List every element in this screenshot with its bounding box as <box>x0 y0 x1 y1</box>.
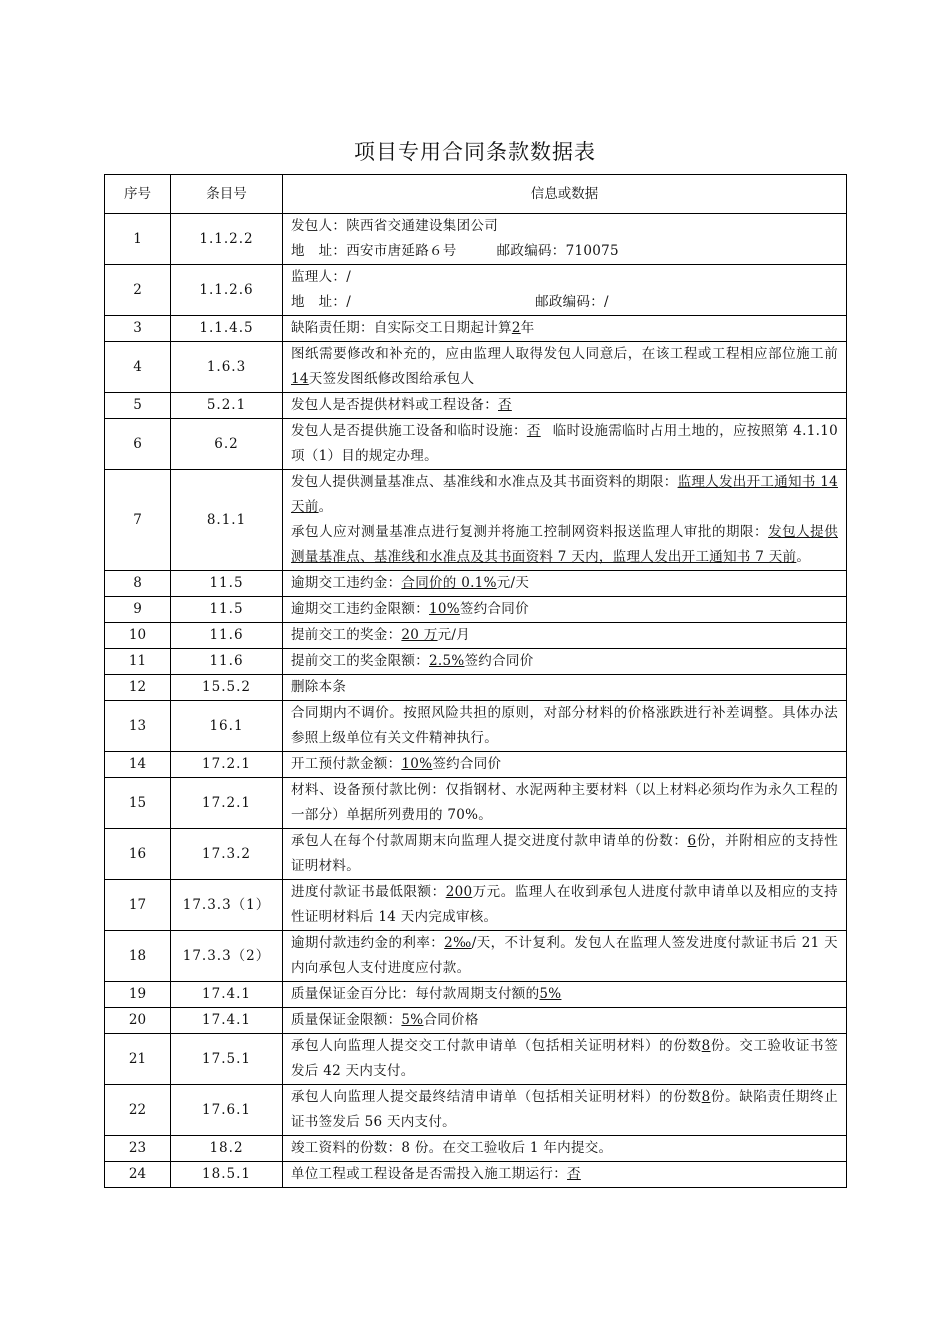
table-row <box>105 623 847 649</box>
row-info <box>283 752 847 778</box>
info-value: 10% <box>401 756 433 772</box>
row-no: 13 <box>105 701 171 752</box>
info-text: 承包人应对测量基准点进行复测并将施工控制网资料报送监理人审批的期限： <box>291 524 769 540</box>
row-info: 发包人提供测量基准点、基准线和水准点及其书面资料的期限：监理人发出开工通知书 14 天前。 承包人应对测量基准点进行复测并将施工控制网资料报送监理人审批的期限：发包人提供测量基准点、基准线和水准点及其书面资料 7 天内，监理人发出开工通知书 7 天前。 <box>283 470 847 571</box>
row-no: 19 <box>105 982 171 1008</box>
info-text: 逾期交工违约金： <box>291 575 402 591</box>
row-info <box>283 1085 847 1136</box>
table-row <box>105 675 847 701</box>
table-row <box>105 1034 847 1085</box>
table-row <box>105 829 847 880</box>
info-text: 承包人向监理人提交最终结清申请单（包括相关证明材料）的份数 <box>291 1089 702 1105</box>
header-info: 信息或数据 <box>283 175 847 214</box>
row-info <box>283 701 847 752</box>
table-row <box>105 1162 847 1188</box>
info-text: 发包人提供测量基准点、基准线和水准点及其书面资料的期限： <box>291 474 678 490</box>
info-text: 承包人向监理人提交交工付款申请单（包括相关证明材料）的份数 <box>291 1038 702 1054</box>
table-row <box>105 1136 847 1162</box>
row-clause: 1.1.2.6 <box>171 265 283 316</box>
info-text-after: /天，不计复利。发包人在监理人签发进度付款证书后 21 天内向承包人支付进度应付款。 <box>291 935 838 976</box>
info-text-after: 临时设施需临时占用土地的，应按照第 4.1.10 项（1）目的规定办理。 <box>291 423 838 464</box>
row-clause: 5.2.1 <box>171 393 283 419</box>
employer-name: 发包人：陕西省交通建设集团公司 <box>291 218 498 234</box>
row-info <box>283 649 847 675</box>
employer-postcode: 邮政编码：710075 <box>496 243 619 259</box>
info-value: 否 <box>567 1166 581 1182</box>
info-value: 发包人提供测量基准点、基准线和水准点及其书面资料 7 天内，监理人发出开工通知书 7 天前 <box>291 524 839 565</box>
table-row <box>105 571 847 597</box>
info-text-after: 签约合同价 <box>432 756 502 772</box>
row-clause: 11.5 <box>171 571 283 597</box>
row-no: 2 <box>105 265 171 316</box>
row-no: 10 <box>105 623 171 649</box>
info-text: 逾期付款违约金的利率： <box>291 935 445 951</box>
row-info <box>283 1162 847 1188</box>
row-info <box>283 829 847 880</box>
table-row <box>105 214 847 265</box>
row-info <box>283 1008 847 1034</box>
table-row <box>105 419 847 470</box>
row-info <box>283 393 847 419</box>
row-clause: 8.1.1 <box>171 470 283 571</box>
table-row <box>105 778 847 829</box>
supervisor-name: 监理人：/ <box>291 269 352 285</box>
row-no: 14 <box>105 752 171 778</box>
row-no: 6 <box>105 419 171 470</box>
info-text: 提前交工的奖金： <box>291 627 402 643</box>
row-no: 5 <box>105 393 171 419</box>
row-clause: 17.4.1 <box>171 1008 283 1034</box>
row-no: 3 <box>105 316 171 342</box>
info-value: 8 <box>701 1089 711 1105</box>
row-clause: 1.1.4.5 <box>171 316 283 342</box>
row-clause: 6.2 <box>171 419 283 470</box>
supervisor-address: 地 址：/ <box>291 294 352 310</box>
row-no: 21 <box>105 1034 171 1085</box>
row-clause: 18.2 <box>171 1136 283 1162</box>
row-no: 1 <box>105 214 171 265</box>
row-no: 17 <box>105 880 171 931</box>
row-clause: 11.5 <box>171 597 283 623</box>
row-info <box>283 1136 847 1162</box>
info-text-after: 合同价格 <box>423 1012 479 1028</box>
info-value: 2 <box>511 320 521 336</box>
row-clause: 1.6.3 <box>171 342 283 393</box>
table-row <box>105 393 847 419</box>
row-no: 22 <box>105 1085 171 1136</box>
row-clause: 15.5.2 <box>171 675 283 701</box>
row-no: 11 <box>105 649 171 675</box>
info-value: 否 <box>498 397 512 413</box>
table-row <box>105 931 847 982</box>
row-no: 16 <box>105 829 171 880</box>
info-value: 合同价的 0.1% <box>401 575 497 591</box>
info-value: 200 <box>445 884 473 900</box>
row-clause: 1.1.2.2 <box>171 214 283 265</box>
row-no: 24 <box>105 1162 171 1188</box>
row-clause: 17.5.1 <box>171 1034 283 1085</box>
header-clause: 条目号 <box>171 175 283 214</box>
table-row <box>105 1008 847 1034</box>
row-no: 15 <box>105 778 171 829</box>
row-info <box>283 597 847 623</box>
row-clause: 17.4.1 <box>171 982 283 1008</box>
table-row <box>105 316 847 342</box>
employer-address: 地 址：西安市唐延路６号 <box>291 243 457 259</box>
row-info <box>283 342 847 393</box>
row-info <box>283 419 847 470</box>
row-clause: 17.2.1 <box>171 752 283 778</box>
info-text: 发包人是否提供材料或工程设备： <box>291 397 498 413</box>
info-text: 质量保证金限额： <box>291 1012 402 1028</box>
table-row <box>105 342 847 393</box>
info-text: 承包人在每个付款周期末向监理人提交进度付款申请单的份数： <box>291 833 688 849</box>
info-text-after: 年 <box>520 320 535 336</box>
row-clause: 18.5.1 <box>171 1162 283 1188</box>
row-no: 4 <box>105 342 171 393</box>
info-value: 监理人发出开工通知书 14 天前 <box>291 474 838 515</box>
info-text-after: 份。交工验收证书签发后 42 天内支付。 <box>291 1038 838 1079</box>
table-header-row <box>105 175 847 214</box>
table-row <box>105 470 847 571</box>
row-info <box>283 880 847 931</box>
table-row <box>105 597 847 623</box>
table-row <box>105 265 847 316</box>
row-info <box>283 265 847 316</box>
row-info <box>283 316 847 342</box>
table-row <box>105 752 847 778</box>
info-text: 材料、设备预付款比例：仅指钢材、水泥两种主要材料（以上材料必须均作为永久工程的一部分）单据所列费用的 70%。 <box>291 782 838 823</box>
info-text: 单位工程或工程设备是否需投入施工期运行： <box>291 1166 567 1182</box>
info-value: 20 万 <box>401 627 438 643</box>
row-info <box>283 931 847 982</box>
info-value: 14 <box>291 371 309 387</box>
info-text-after: 份，并附相应的支持性证明材料。 <box>291 833 838 874</box>
supervisor-postcode: 邮政编码：/ <box>535 294 609 310</box>
row-info <box>283 778 847 829</box>
info-text: 进度付款证书最低限额： <box>291 884 446 900</box>
row-no: 18 <box>105 931 171 982</box>
row-no: 8 <box>105 571 171 597</box>
row-info <box>283 623 847 649</box>
info-text: 图纸需要修改和补充的，应由监理人取得发包人同意后，在该工程或工程相应部位施工前 <box>291 346 838 362</box>
info-value: 否 <box>526 423 541 439</box>
info-text-after: 元/天 <box>496 575 530 591</box>
row-clause: 17.3.3（2） <box>171 931 283 982</box>
table-row <box>105 880 847 931</box>
info-value: 6 <box>687 833 697 849</box>
row-clause: 17.6.1 <box>171 1085 283 1136</box>
row-no: 20 <box>105 1008 171 1034</box>
table-row <box>105 701 847 752</box>
table-row <box>105 1085 847 1136</box>
row-info <box>283 214 847 265</box>
row-clause: 17.2.1 <box>171 778 283 829</box>
info-text: 提前交工的奖金限额： <box>291 653 429 669</box>
row-info <box>283 675 847 701</box>
page-title: 项目专用合同条款数据表 <box>354 140 596 164</box>
info-value: 10% <box>429 601 460 617</box>
row-no: 12 <box>105 675 171 701</box>
row-no: 23 <box>105 1136 171 1162</box>
row-clause: 11.6 <box>171 623 283 649</box>
info-text: 缺陷责任期：自实际交工日期起计算 <box>291 320 512 336</box>
table-row <box>105 982 847 1008</box>
row-no: 7 <box>105 470 171 571</box>
info-value: 5% <box>539 986 562 1002</box>
info-text: 质量保证金百分比：每付款周期支付额的 <box>291 986 540 1002</box>
info-text-after: 万元。监理人在收到承包人进度付款申请单以及相应的支持性证明材料后 14 天内完成审核。 <box>291 884 838 925</box>
table-row <box>105 649 847 675</box>
row-clause: 17.3.3（1） <box>171 880 283 931</box>
row-info <box>283 982 847 1008</box>
row-info <box>283 571 847 597</box>
row-info <box>283 1034 847 1085</box>
info-text: 竣工资料的份数：8 份。在交工验收后 1 年内提交。 <box>291 1140 613 1156</box>
header-no: 序号 <box>105 175 171 214</box>
info-text-after: 天签发图纸修改图给承包人 <box>308 371 475 387</box>
info-text-after: 元/月 <box>437 627 471 643</box>
contract-data-table <box>104 174 847 1188</box>
info-value: 5% <box>401 1012 424 1028</box>
info-text-after: 份。缺陷责任期终止证书签发后 56 天内支付。 <box>291 1089 838 1130</box>
info-value: 2.5% <box>429 653 465 669</box>
info-text: 逾期交工违约金限额： <box>291 601 429 617</box>
row-clause: 11.6 <box>171 649 283 675</box>
info-text-after: 签约合同价 <box>464 653 534 669</box>
row-clause: 17.3.2 <box>171 829 283 880</box>
info-text: 发包人是否提供施工设备和临时设施： <box>291 423 527 439</box>
info-value: 2‰ <box>444 935 472 951</box>
row-no: 9 <box>105 597 171 623</box>
info-text-after: 签约合同价 <box>459 601 529 617</box>
row-clause: 16.1 <box>171 701 283 752</box>
info-text: 开工预付款金额： <box>291 756 402 772</box>
info-text: 合同期内不调价。按照风险共担的原则，对部分材料的价格涨跌进行补差调整。具体办法参照上级单位有关文件精神执行。 <box>291 705 838 746</box>
info-value: 8 <box>701 1038 711 1054</box>
info-text: 删除本条 <box>291 679 347 695</box>
